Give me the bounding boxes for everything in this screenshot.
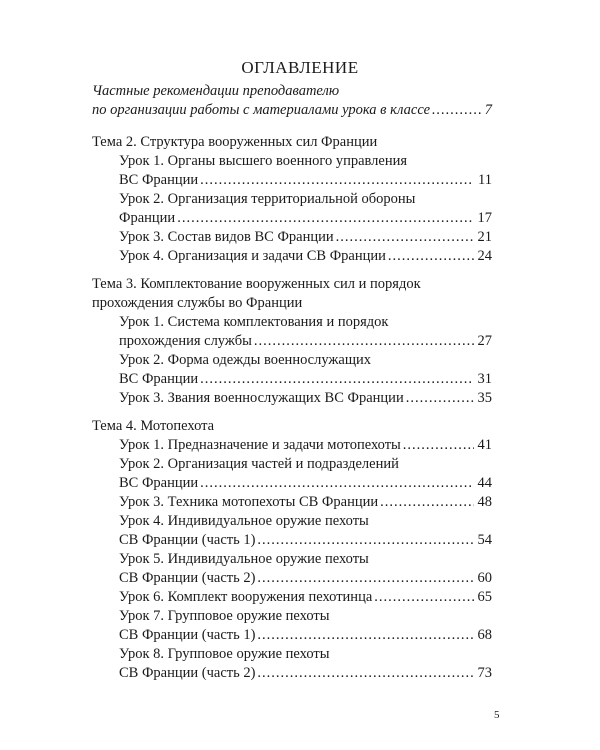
page-title: ОГЛАВЛЕНИЕ — [241, 58, 359, 77]
toc-entry-line — [119, 474, 492, 493]
toc-entry — [92, 190, 492, 228]
intro-line-2-text: по организации работы с материалами урока в классе — [92, 102, 431, 118]
leader-dots — [403, 436, 474, 455]
toc-entry — [92, 247, 492, 266]
toc-entry-text: СВ Франции (часть 2) — [119, 570, 256, 586]
leader-dots — [380, 493, 473, 512]
toc-entry — [92, 588, 492, 607]
toc-entry-text: Урок 1. Органы высшего военного управления — [119, 153, 408, 169]
toc-entry-text: Урок 3. Звания военнослужащих ВС Франции — [119, 390, 404, 406]
toc-page-number: 27 — [477, 333, 492, 349]
intro-line-2 — [92, 101, 492, 120]
section-title: Тема 3. Комплектование вооруженных сил и порядок — [92, 276, 421, 292]
toc-entry — [92, 436, 492, 455]
toc-entry-line — [119, 228, 492, 247]
toc-entry-line — [119, 664, 492, 683]
toc-entry-line — [119, 493, 492, 512]
toc-page-number: 73 — [477, 665, 492, 681]
toc-entry-line — [119, 626, 492, 645]
toc-entry — [92, 607, 492, 645]
leader-dots — [257, 664, 473, 683]
toc-page-number: 44 — [477, 475, 492, 491]
toc-page-number: 65 — [477, 589, 492, 605]
toc-entry-line — [119, 171, 492, 190]
toc-entry — [92, 493, 492, 512]
leader-dots — [177, 209, 473, 228]
intro-entry — [92, 82, 492, 120]
toc-entry-text: СВ Франции (часть 1) — [119, 532, 256, 548]
toc-entry — [92, 152, 492, 190]
toc-entry-text: СВ Франции (часть 2) — [119, 665, 256, 681]
leader-dots — [432, 101, 481, 120]
toc-entry-text: Урок 2. Форма одежды военнослужащих — [119, 352, 372, 368]
toc-section — [92, 417, 492, 683]
toc-entry-line — [119, 531, 492, 550]
toc-entry-text: Урок 5. Индивидуальное оружие пехоты — [119, 551, 369, 567]
toc-entry-line — [119, 588, 492, 607]
toc-page-number: 35 — [477, 390, 492, 406]
toc-entry — [92, 550, 492, 588]
leader-dots — [374, 588, 473, 607]
toc-page-number: 41 — [477, 437, 492, 453]
toc-entry-line — [119, 332, 492, 351]
toc-entry-text: ВС Франции — [119, 371, 199, 387]
leader-dots — [200, 370, 473, 389]
toc-entry-text: Урок 3. Состав видов ВС Франции — [119, 229, 334, 245]
toc-page-number: 68 — [477, 627, 492, 643]
toc-entry-text: Урок 8. Групповое оружие пехоты — [119, 646, 330, 662]
toc-entry-text: Урок 2. Организация территориальной обороны — [119, 191, 416, 207]
toc-entry-text: Урок 3. Техника мотопехоты СВ Франции — [119, 494, 379, 510]
toc-entry-text: ВС Франции — [119, 475, 199, 491]
toc-page-number: 31 — [477, 371, 492, 387]
toc-entry-text: Франции — [119, 210, 176, 226]
toc-entry-text: Урок 4. Организация и задачи СВ Франции — [119, 248, 386, 264]
toc-entry-text: Урок 2. Организация частей и подразделений — [119, 456, 399, 472]
toc-page-number: 48 — [477, 494, 492, 510]
toc-page-number: 24 — [477, 248, 492, 264]
leader-dots — [406, 389, 474, 408]
toc-entry — [92, 389, 492, 408]
toc-section — [92, 133, 492, 266]
toc-entry-line — [119, 569, 492, 588]
toc-entry-text: Урок 6. Комплект вооружения пехотинца — [119, 589, 373, 605]
leader-dots — [254, 332, 474, 351]
leader-dots — [257, 569, 473, 588]
toc-entry-text: ВС Франции — [119, 172, 199, 188]
table-of-contents — [92, 133, 492, 692]
toc-entry — [92, 313, 492, 351]
section-title: Тема 4. Мотопехота — [92, 418, 215, 434]
toc-entry — [92, 455, 492, 493]
leader-dots — [388, 247, 474, 266]
toc-entry-text: Урок 1. Предназначение и задачи мотопехоты — [119, 437, 401, 453]
toc-entry-line — [119, 247, 492, 266]
toc-page-number: 21 — [477, 229, 492, 245]
toc-entry — [92, 228, 492, 247]
leader-dots — [200, 474, 473, 493]
toc-entry-text: СВ Франции (часть 1) — [119, 627, 256, 643]
toc-page-number: 11 — [478, 172, 492, 188]
leader-dots — [200, 171, 474, 190]
toc-entry-text: Урок 7. Групповое оружие пехоты — [119, 608, 330, 624]
toc-section — [92, 275, 492, 408]
leader-dots — [257, 531, 473, 550]
toc-entry-text: прохождения службы — [119, 333, 252, 349]
leader-dots — [257, 626, 473, 645]
toc-entry-text: Урок 1. Система комплектования и порядок — [119, 314, 389, 330]
intro-line-1: Частные рекомендации преподавателю — [92, 83, 340, 99]
page-number: 5 — [494, 709, 500, 721]
toc-entry-line — [119, 436, 492, 455]
toc-entry-line — [119, 370, 492, 389]
toc-entry-line — [119, 209, 492, 228]
section-title: Тема 2. Структура вооруженных сил Франции — [92, 134, 378, 150]
toc-page-number: 17 — [477, 210, 492, 226]
toc-entry — [92, 645, 492, 683]
toc-entry-line — [119, 389, 492, 408]
toc-entry — [92, 512, 492, 550]
intro-page-number: 7 — [484, 102, 492, 118]
toc-entry-text: Урок 4. Индивидуальное оружие пехоты — [119, 513, 369, 529]
toc-page-number: 60 — [477, 570, 492, 586]
toc-entry — [92, 351, 492, 389]
leader-dots — [336, 228, 474, 247]
section-title: прохождения службы во Франции — [92, 295, 303, 311]
toc-page-number: 54 — [477, 532, 492, 548]
